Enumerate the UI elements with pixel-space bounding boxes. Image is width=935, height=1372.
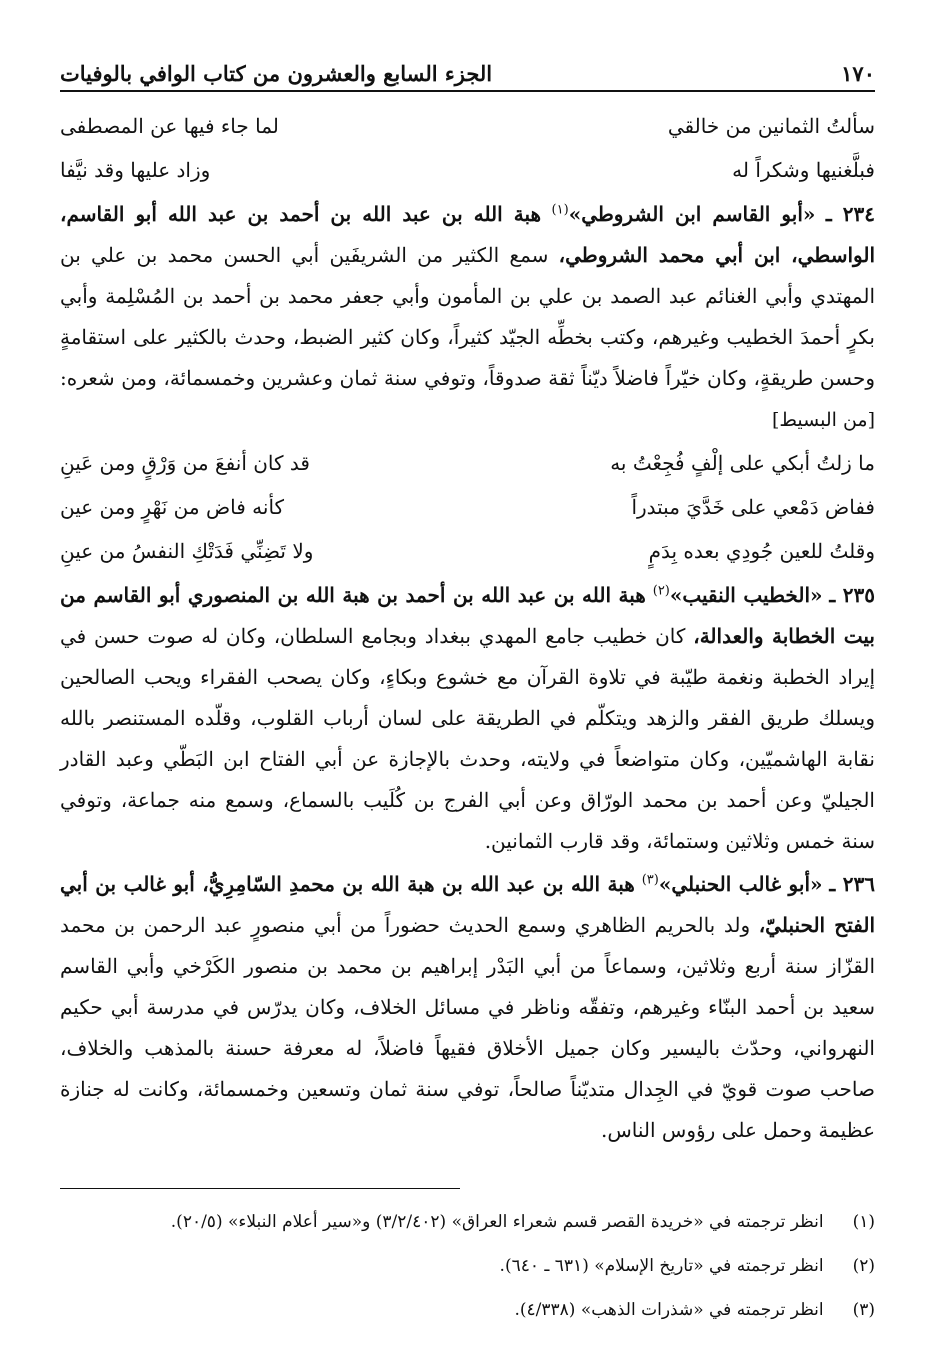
entry-title: «أبو القاسم ابن الشروطي» xyxy=(568,202,816,226)
entry-body: سمع الكثير من الشريفَين أبي الحسن محمد بن علي بن المهتدي وأبي الغنائم عبد الصمد بن علي بن المأمون وأبي جعفر محمد بن أحمد بن المُسْلِمة وأبي بكرٍ أحمدَ الخطيب وغيرهم، وكتب بخطِّه الجيّد كثيراً، وكان كثير الضبط، وحدث بالكثير على استقامةٍ وحسن طريقةٍ، وكان خيّراً فاضلاً ديّناً ثقة صدوقاً، وتوفي سنة ثمان وعشرين وخمسمائة، ومن شعره: xyxy=(60,243,875,390)
footnote xyxy=(60,1200,875,1244)
page-header xyxy=(60,44,875,86)
entry-name: هبة الله بن عبد الله بن أحمد بن عبد الله أبو القاسم، الواسطي، ابن أبي محمد الشروطي، xyxy=(60,202,876,267)
verse-first-hemistich: ففاض دَمْعي على خَدَّيَ مبتدراً xyxy=(631,495,875,519)
footnote xyxy=(60,1244,875,1288)
verse-first-hemistich: وقلتُ للعين جُودِي بعده بِدَمٍ xyxy=(648,539,875,563)
page-content xyxy=(60,104,875,1151)
poem-block-2 xyxy=(60,441,875,573)
footnote-text: انظر ترجمته في «شذرات الذهب» (٤/٣٣٨). xyxy=(514,1300,824,1320)
entry-236 xyxy=(60,864,875,1151)
footnotes xyxy=(60,1200,875,1332)
entry-number: ٢٣٥ ـ xyxy=(829,583,876,607)
footnote-text: انظر ترجمته في «تاريخ الإسلام» (٦٣١ ـ ٦٤٠). xyxy=(499,1256,824,1276)
verse xyxy=(60,485,875,529)
footnote-number: (٢) xyxy=(852,1256,875,1276)
entry-number: ٢٣٦ ـ xyxy=(829,872,875,896)
entry-body: كان خطيب جامع المهدي ببغداد وبجامع السلطان، وكان له صوت حسن في إيراد الخطبة ونغمة طيّبة في تلاوة القرآن مع خشوع وبكاءٍ، وكان يصحب الفقراء ويحب الصالحين ويسلك طريق الفقر والزهد ويتكلّم في الطريقة على لسان أرباب القلوب، وقلّده المستنصر بالله نقابة الهاشميّين، وكان متواضعاً في ولايته، وحدث بالإجازة عن أبي الفتاح ابن البَطّي وعبد القادر الجيليّ وعن أحمد بن محمد الورّاق وعن أبي الفرج بن كُلَيب بالسماع، وسمع منه جماعة، وتوفي سنة خمس وثلاثين وستمائة، وقد قارب الثمانين. xyxy=(60,624,876,853)
running-title: الجزء السابع والعشرون من كتاب الوافي بالوفيات xyxy=(60,61,493,86)
footnote-number: (١) xyxy=(852,1212,875,1232)
footnote-number: (٣) xyxy=(852,1300,875,1320)
verse xyxy=(60,104,875,148)
footnote-text: انظر ترجمته في «خريدة القصر قسم شعراء العراق» (٣/٢/٤٠٢) و«سير أعلام النبلاء» (٢٠/٥). xyxy=(170,1212,824,1232)
verse xyxy=(60,148,875,192)
verse xyxy=(60,441,875,485)
header-rule xyxy=(60,90,875,92)
page-number: ١٧٠ xyxy=(841,61,875,86)
verse-second-hemistich: قد كان أنفعَ من وَرْقٍ ومن عَينِ xyxy=(60,451,310,475)
poem-block-1 xyxy=(60,104,875,192)
verse-first-hemistich: سألتُ الثمانين من خالقي xyxy=(667,114,875,138)
entry-234 xyxy=(60,194,875,441)
footnote-marker: (٣) xyxy=(641,872,659,888)
verse-second-hemistich: كأنه فاض من نَهْرٍ ومن عين xyxy=(60,495,285,519)
poem-meter: [من البسيط] xyxy=(771,409,875,431)
verse-second-hemistich: وزاد عليها وقد نيَّفا xyxy=(60,158,211,182)
entry-name: هبة الله بن عبد الله بن هبة الله بن محمدِ السّامِرِيُّ، أبو غالب بن أبي الفتح الحنبليّ، xyxy=(60,872,876,937)
entry-number: ٢٣٤ ـ xyxy=(825,202,875,226)
verse-second-hemistich: لما جاء فيها عن المصطفى xyxy=(60,114,279,138)
verse-first-hemistich: فبلَّغنيها وشكراً له xyxy=(732,158,875,182)
entry-name: هبة الله بن عبد الله بن أحمد بن هبة الله بن المنصوري أبو القاسم من بيت الخطابة والعدالة، xyxy=(60,583,875,648)
entry-body: ولد بالحريم الظاهري وسمع الحديث حضوراً من أبي منصورٍ عبد الرحمن بن محمد القزّاز سنة أربع وثلاثين، وسماعاً من أبي البَدْر إبراهيم بن محمد بن منصور الكَرْخي وأبي القاسم سعيد بن أحمد البنّاء وغيرهم، وتفقّه وناظر في مسائل الخلاف، وكان يدرّس في مدرسة أبي حكيم النهرواني، وحدّث باليسير وكان جميل الأخلاق فقيهاً فاضلاً، له معرفة حسنة بالمذهب والخلاف، صاحب صوت قويّ في الجِدال متديّناً صالحاً، توفي سنة ثمان وتسعين وخمسمائة، وكانت له جنازة عظيمة وحمل على رؤوس الناس. xyxy=(60,913,875,1142)
footnote-marker: (٢) xyxy=(652,583,670,599)
verse-second-hemistich: ولا تَضِنِّي فَدَتْكِ النفسُ من عينِ xyxy=(60,539,314,563)
verse xyxy=(60,529,875,573)
footnote-rule xyxy=(60,1188,460,1189)
verse-first-hemistich: ما زلتُ أبكي على إلْفٍ فُجِعْتُ به xyxy=(610,451,875,475)
entry-title: «أبو غالب الحنبلي» xyxy=(658,872,823,896)
entry-title: «الخطيب النقيب» xyxy=(669,583,823,607)
footnote xyxy=(60,1288,875,1332)
footnote-marker: (١) xyxy=(551,202,569,218)
entry-235 xyxy=(60,575,875,862)
